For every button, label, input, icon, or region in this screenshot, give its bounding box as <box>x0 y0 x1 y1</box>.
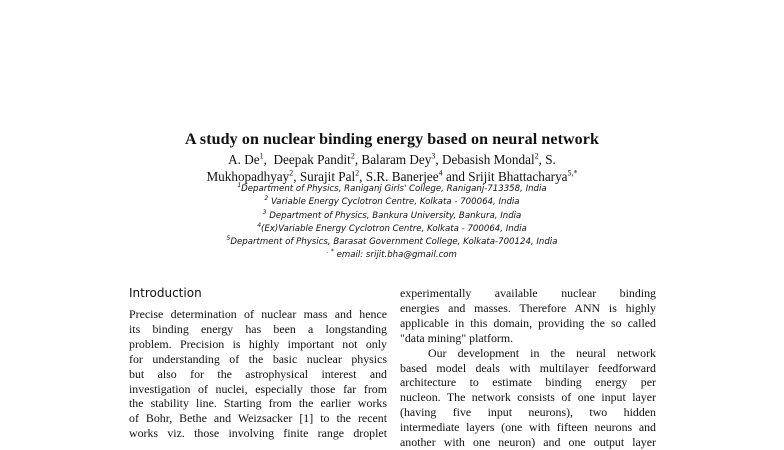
body-text-line: but also for the astrophysical interest and <box>129 366 387 381</box>
author-line-1 <box>150 151 634 168</box>
author-separator: , <box>263 152 274 167</box>
affiliation-mark: 4 <box>257 222 262 230</box>
contact-email: email: srijit.bha@gmail.com <box>333 250 457 261</box>
body-text-line: for understanding of the basic nuclear physics <box>129 351 387 366</box>
body-text-line: Our development in the neural network <box>428 345 656 360</box>
author-separator: , <box>359 169 366 184</box>
affiliation-mark: 3 <box>262 208 267 216</box>
author-affiliation-mark: 3 <box>431 151 436 161</box>
author-affiliation-mark: 2 <box>534 151 539 161</box>
affiliation-text: (Ex)Variable Energy Cyclotron Centre, Kolkata - 700064, India <box>261 223 527 234</box>
author-list <box>150 151 634 185</box>
body-text-line: (having five input neurons), two hidden <box>400 405 656 420</box>
author-name: S. <box>545 152 556 167</box>
body-text-line: Precise determination of nuclear mass and hence <box>129 307 387 321</box>
author-name: Surajit Pal <box>299 169 356 184</box>
affiliation-line <box>0 183 784 196</box>
affiliation-line <box>0 223 784 236</box>
body-text-line: experimentally available nuclear binding <box>400 286 656 300</box>
affiliation-text: Department of Physics, Barasat Government College, Kolkata-700124, India <box>230 237 558 248</box>
author-separator: , <box>293 169 300 184</box>
author-separator: and <box>442 169 469 184</box>
body-text-line: intermediate layers (one with fifteen neurons and <box>400 420 656 435</box>
affiliation-mark: . * <box>327 248 334 256</box>
author-affiliation-mark: 4 <box>438 168 443 178</box>
author-name: Mukhopadhyay <box>206 169 290 184</box>
affiliation-text: Department of Physics, Raniganj Girls' College, Raniganj-713358, India <box>241 184 547 194</box>
author-affiliation-mark: 5,* <box>567 168 578 178</box>
affiliation-mark: 2 <box>264 195 269 203</box>
author-affiliation-mark: 2 <box>350 151 355 161</box>
author-name: Debasish Mondal <box>441 152 535 167</box>
author-name: Balaram Dey <box>361 152 432 167</box>
author-separator: , <box>538 152 546 167</box>
body-text-line: architecture to estimate binding energy per <box>400 375 656 390</box>
affiliation-line <box>0 210 784 223</box>
paper-title: A study on nuclear binding energy based on neural network <box>185 131 599 148</box>
author-separator: , <box>354 152 362 167</box>
author-name: Deepak Pandit <box>273 152 351 167</box>
intro-column-right <box>400 286 656 450</box>
affiliation-line <box>0 196 784 209</box>
affiliation-list <box>0 183 784 263</box>
author-name: Srijit Bhattacharya <box>468 169 568 184</box>
body-text-line: another with one neuron) and one output layer <box>400 435 656 450</box>
affiliation-line <box>0 236 784 249</box>
intro-column-left <box>129 307 387 441</box>
affiliation-mark: 5 <box>226 235 231 243</box>
body-text-line: the stability line. Starting from the earlier works <box>129 396 387 411</box>
body-text-line: investigation of nuclei, especially those far from <box>129 381 387 396</box>
body-text-line: applicable in this domain, providing the so called <box>400 315 656 330</box>
body-text-line: its binding energy has been a longstanding <box>129 321 387 336</box>
body-text-line: works viz. those involving finite range droplet <box>129 426 387 441</box>
author-name: A. De <box>228 152 260 167</box>
author-name: S.R. Banerjee <box>365 169 439 184</box>
affiliation-text: Variable Energy Cyclotron Centre, Kolkata - 700064, India <box>268 197 520 208</box>
body-text-line: "data mining" platform. <box>400 330 514 345</box>
author-separator: , <box>435 152 442 167</box>
section-heading-introduction: Introduction <box>129 286 202 300</box>
body-text-line: of Bohr, Bethe and Weizsacker [1] to the recent <box>129 411 387 426</box>
affiliation-mark: 1 <box>237 182 242 190</box>
body-text-line: based model deals with multilayer feedforward <box>400 360 656 375</box>
body-text-line: problem. Precision is highly important not only <box>129 336 387 351</box>
author-affiliation-mark: 1 <box>259 151 264 161</box>
body-text-line: energies and masses. Therefore ANN is highly <box>400 300 656 315</box>
author-affiliation-mark: 2 <box>289 168 294 178</box>
body-text-line: nucleon. The network consists of one input layer <box>400 390 656 405</box>
affiliation-text: Department of Physics, Bankura University, Bankura, India <box>266 210 522 221</box>
author-affiliation-mark: 2 <box>355 168 360 178</box>
affiliation-line[interactable] <box>0 249 784 262</box>
